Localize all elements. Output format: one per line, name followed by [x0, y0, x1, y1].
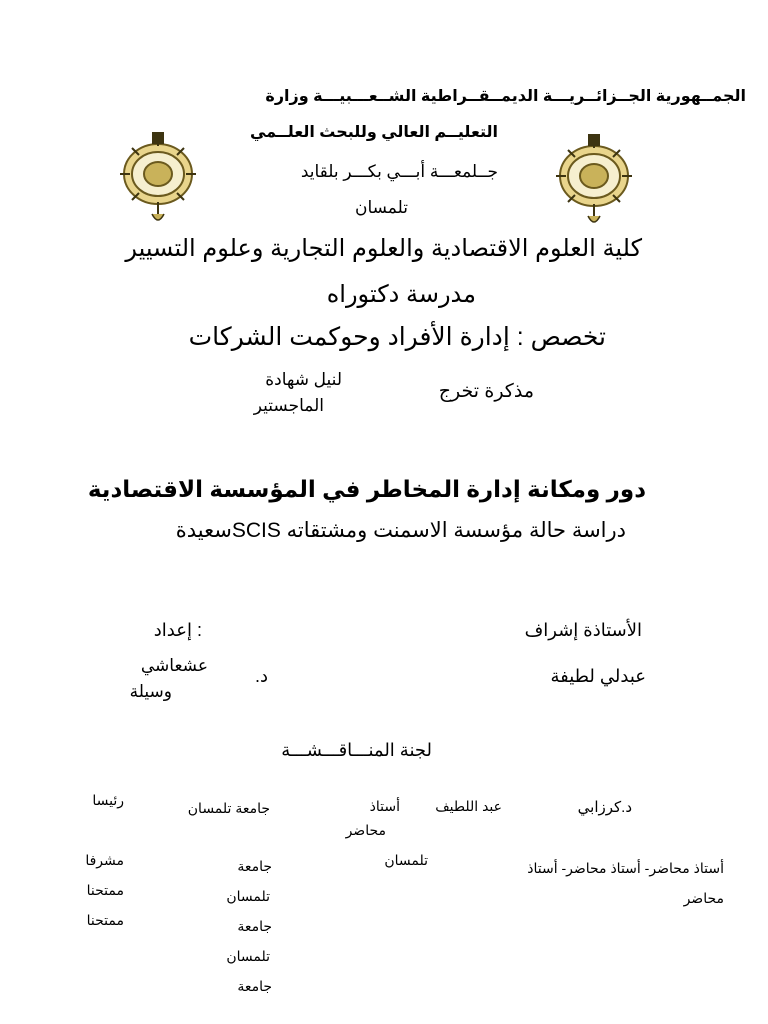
member1-name: د.كرزابي	[577, 799, 632, 816]
header-university: جــلمعـــة أبـــي بكـــر بلقايد	[300, 162, 498, 181]
univ-line-1: جامعة	[237, 858, 272, 874]
role-supervisor: مشرفا	[85, 852, 124, 868]
member1-firstname: عبد اللطيف	[435, 798, 502, 814]
prepared-label: : إعداد	[153, 620, 202, 640]
doctoral-school: مدرسة دكتوراه	[326, 281, 476, 308]
univ-line-5: جامعة	[237, 978, 272, 994]
faculty-name: كلية العلوم الاقتصادية والعلوم التجارية وعلوم التسيير	[125, 235, 642, 262]
student-name-line2: وسيلة	[129, 682, 172, 701]
member1-role: رئيسا	[92, 792, 124, 808]
university-seal-left-icon	[112, 130, 204, 226]
member1-university: جامعة تلمسان	[187, 800, 270, 816]
members-ranks-line2: محاضر	[683, 890, 724, 906]
member1-rank-line2: محاضر	[345, 822, 386, 838]
role-examiner-2: ممتحنا	[86, 912, 124, 928]
univ-line-2: تلمسان	[226, 888, 270, 904]
specialty: تخصص : إدارة الأفراد وحوكمت الشركات	[188, 323, 606, 351]
memo-purpose-line2: الماجستير	[253, 396, 324, 415]
supervisor-title-abbr: د.	[254, 666, 268, 686]
memo-label: مذكرة تخرج	[438, 381, 534, 402]
role-examiner-1: ممتحنا	[86, 882, 124, 898]
student-name-line1: عشعاشي	[140, 656, 208, 675]
univ-line-3: جامعة	[237, 918, 272, 934]
members-city: تلمسان	[384, 852, 428, 868]
thesis-subtitle: دراسة حالة مؤسسة الاسمنت ومشتقاته SCISسعيدة	[175, 519, 626, 542]
member1-rank-line1: أستاذ	[369, 798, 400, 814]
header-city: تلمسان	[354, 198, 408, 217]
committee-heading: لجنة المنـــاقـــشـــة	[281, 740, 432, 760]
header-ministry-line1: الجمــهورية الجــزائــريـــة الديمــقــراطية الشــعـــبيـــة وزارة	[265, 88, 746, 105]
univ-line-4: تلمسان	[226, 948, 270, 964]
memo-purpose-line1: لنيل شهادة	[265, 370, 342, 389]
members-ranks-line1: أستاذ محاضر- أستاذ محاضر- أستاذ	[527, 860, 724, 876]
supervisor-label: الأستاذة إشراف	[524, 620, 642, 640]
supervisor-name: عبدلي لطيفة	[550, 666, 646, 686]
header-ministry-line2: التعليــم العالي وللبحث العلــمي	[249, 124, 498, 141]
university-seal-right-icon	[548, 132, 640, 228]
thesis-title: دور ومكانة إدارة المخاطر في المؤسسة الاقتصادية	[87, 476, 646, 502]
